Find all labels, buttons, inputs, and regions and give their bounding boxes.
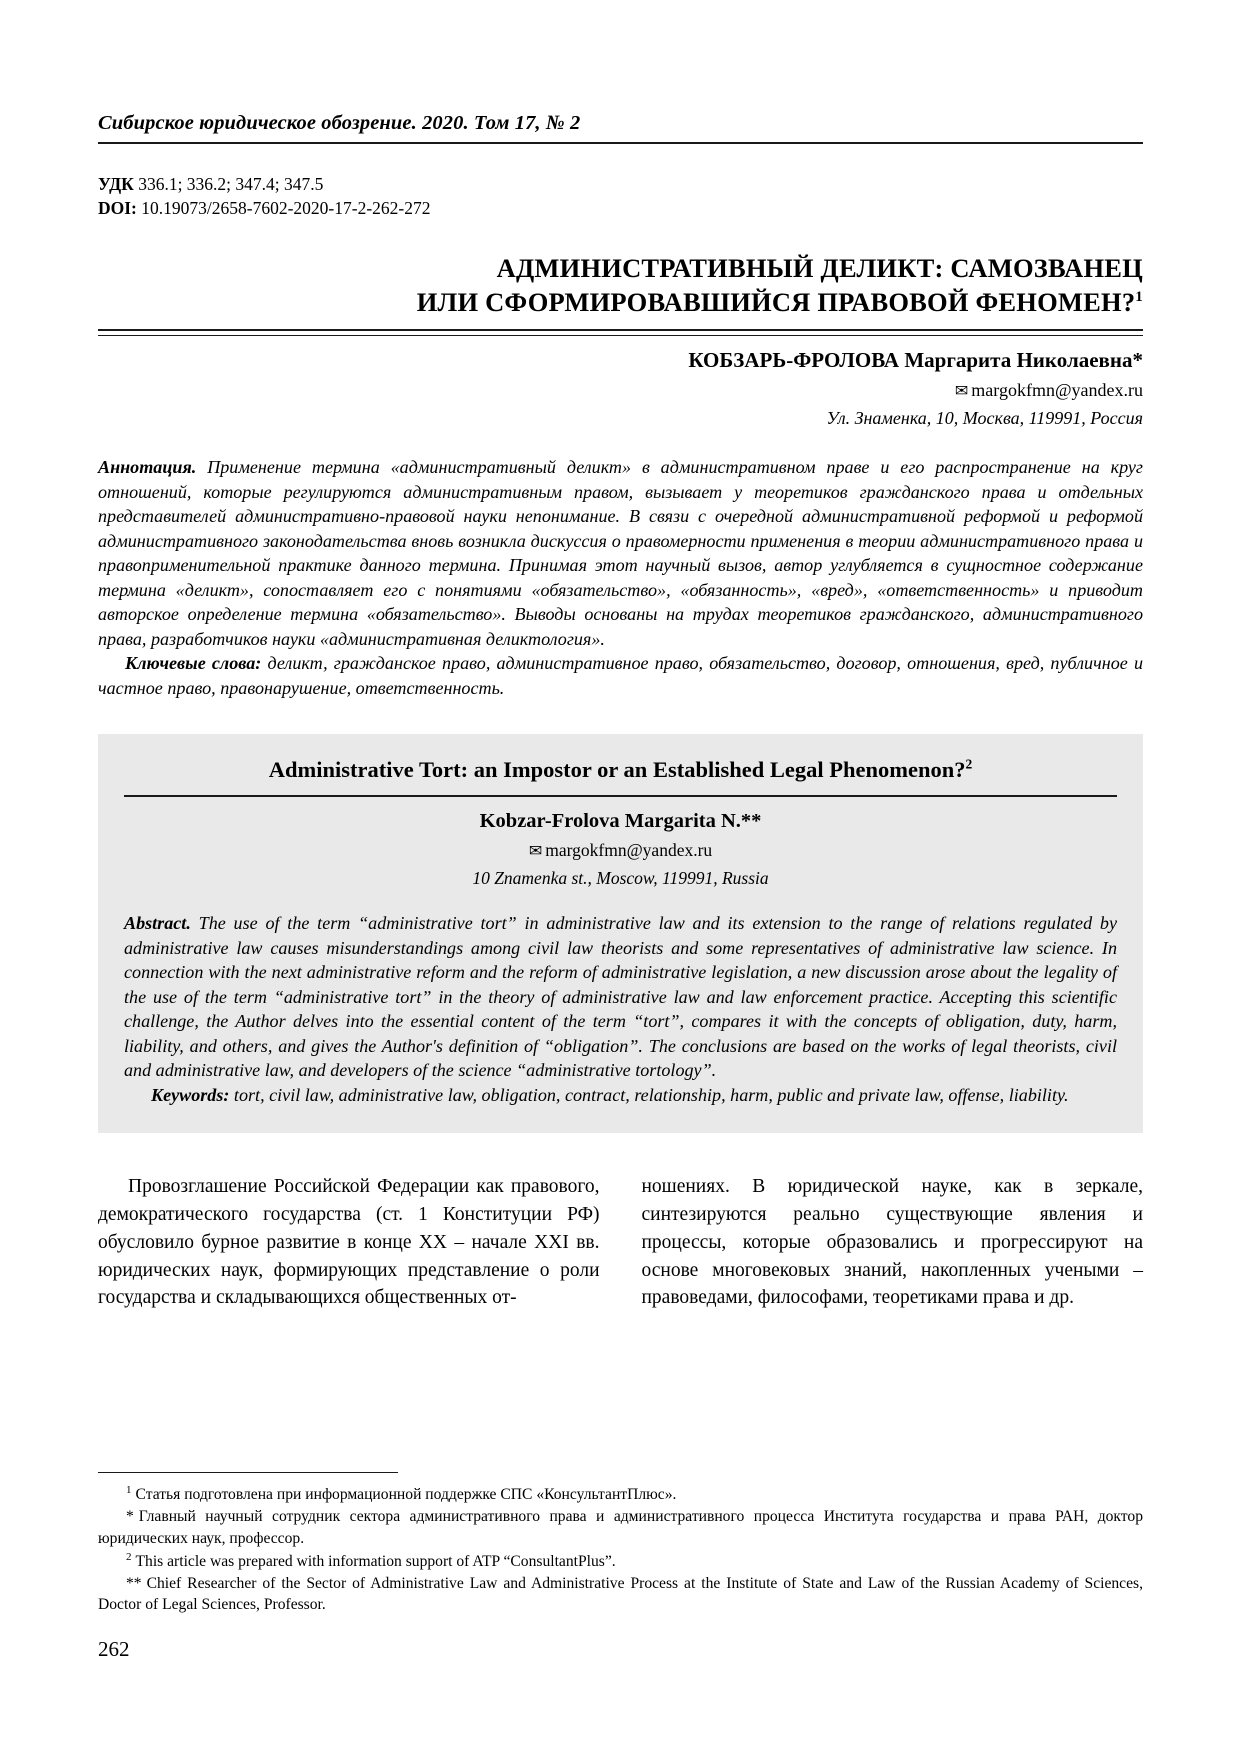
udc-line bbox=[98, 173, 1143, 197]
envelope-icon: ✉ bbox=[954, 383, 969, 401]
envelope-icon: ✉ bbox=[528, 843, 543, 861]
doi-line bbox=[98, 197, 1143, 221]
footnote-item bbox=[98, 1506, 1143, 1548]
english-abstract-box bbox=[98, 734, 1143, 1133]
footnote-separator-rule bbox=[98, 1472, 398, 1473]
title-divider-en bbox=[124, 795, 1117, 797]
footnote-marker: 2 bbox=[126, 1550, 132, 1563]
footnote-marker: 1 bbox=[126, 1484, 132, 1496]
author-name-en: Kobzar-Frolova Margarita N.** bbox=[479, 810, 762, 833]
udc-label: УДК bbox=[98, 174, 134, 194]
keywords-label-ru: Ключевые слова: bbox=[125, 653, 262, 674]
author-name-ru: КОБЗАРЬ-ФРОЛОВА Маргарита Николаевна* bbox=[688, 348, 1143, 373]
keywords-text-en: tort, civil law, administrative law, obligation, contract, relationship, harm, public and private law, offense, liability. bbox=[229, 1084, 1069, 1105]
author-block-ru bbox=[98, 348, 1143, 429]
author-email-ru bbox=[98, 380, 1143, 401]
title-footnote-marker-ru: 1 bbox=[1135, 289, 1143, 306]
keywords-en-paragraph bbox=[124, 1083, 1117, 1108]
author-email-text-ru[interactable]: margokfmn@yandex.ru bbox=[971, 380, 1143, 401]
footnote-marker: * bbox=[126, 1508, 134, 1526]
article-title-ru-line1: АДМИНИСТРАТИВНЫЙ ДЕЛИКТ: САМОЗВАНЕЦ bbox=[496, 253, 1143, 284]
footnote-item bbox=[98, 1573, 1143, 1615]
body-columns bbox=[98, 1173, 1143, 1311]
abstract-label-ru: Аннотация. bbox=[98, 457, 197, 478]
article-title-ru bbox=[98, 252, 1143, 320]
article-title-en-text: Administrative Tort: an Impostor or an Established Legal Phenomenon? bbox=[268, 757, 966, 783]
identifier-block bbox=[98, 173, 1143, 220]
author-address-ru: Ул. Знаменка, 10, Москва, 119991, Россия bbox=[826, 408, 1143, 429]
footnote-text: This article was prepared with information support of ATP “ConsultantPlus”. bbox=[135, 1552, 616, 1570]
footnote-item bbox=[98, 1550, 1143, 1572]
author-email-text-en[interactable]: margokfmn@yandex.ru bbox=[545, 840, 713, 861]
keywords-label-en: Keywords: bbox=[151, 1084, 230, 1105]
article-title-ru-line2-wrap bbox=[98, 286, 1143, 320]
doi-value: 10.19073/2658-7602-2020-17-2-262-272 bbox=[141, 197, 431, 218]
page-number: 262 bbox=[98, 1637, 130, 1661]
footnote-text: Chief Researcher of the Sector of Administrative Law and Administrative Process at the Institute of State and Law of the Russian Academy of Sciences, Doctor of Legal Sciences, Professor. bbox=[98, 1575, 1143, 1614]
page-content bbox=[98, 0, 1143, 1312]
footnote-marker: ** bbox=[126, 1575, 142, 1593]
udc-value: 336.1; 336.2; 347.4; 347.5 bbox=[138, 174, 324, 194]
abstract-en bbox=[124, 911, 1117, 1107]
author-email-en bbox=[124, 840, 1117, 861]
abstract-text-en: The use of the term “administrative tort” in administrative law and its extension to the range of relations regulated by administrative law causes misunderstandings among civil law theorists and some representatives of administrative law science. In connection with the next administrative reform and the reform of administrative legislation, a new discussion arose about the legality of the use of the term “administrative tort” in the theory of administrative law and law enforcement practice. Accepting this scientific challenge, the Author delves into the essential content of the term “tort”, compares it with the concepts of obligation, duty, harm, liability, and others, and gives the Author's definition of “obligation”. The conclusions are based on the works of legal theorists, civil and administrative law, and developers of the science “administrative tortology”. bbox=[124, 913, 1117, 1081]
article-title-en bbox=[124, 756, 1117, 784]
keywords-ru-paragraph bbox=[98, 651, 1143, 700]
author-address-en: 10 Znamenka st., Moscow, 119991, Russia bbox=[472, 868, 769, 889]
running-head: Сибирское юридическое обозрение. 2020. Том 17, № 2 bbox=[98, 112, 1143, 144]
article-title-ru-line2: ИЛИ СФОРМИРОВАВШИЙСЯ ПРАВОВОЙ ФЕНОМЕН? bbox=[416, 287, 1136, 318]
body-paragraph-right: ношениях. В юридической науке, как в зеркале, синтезируются реально существующие явления и процессы, которые образовались и прогрессируют на основе многовековых знаний, накопленных учеными – правоведами, философами, теоретиками права и др. bbox=[641, 1176, 1143, 1309]
keywords-text-ru: деликт, гражданское право, административное право, обязательство, договор, отношения, вред, публичное и частное право, правонарушение, ответственность. bbox=[98, 653, 1143, 698]
abstract-ru bbox=[98, 455, 1143, 700]
body-column-left bbox=[98, 1173, 600, 1311]
abstract-text-ru: Применение термина «административный деликт» в административном праве и его распространение на круг отношений, которые регулируются административным правом, вызывает у теоретиков гражданского права и отдельных представителей административно-правовой науки непонимание. В связи с очередной административной реформой и реформой административного законодательства вновь возникла дискуссия о правомерности применения в теории административного права и правоприменительной практике данного термина. Принимая этот научный вызов, автор углубляется в сущностное содержание термина «деликт», сопоставляет его с понятиями «обязательство», «обязанность», «вред», «ответственность» и приводит авторское определение термина «обязательство». Выводы основаны на трудах теоретиков гражданского, административного права, разработчиков науки «административная деликтология». bbox=[98, 457, 1143, 649]
body-column-right bbox=[642, 1173, 1144, 1311]
abstract-en-paragraph bbox=[124, 911, 1117, 1083]
footnote-text: Статья подготовлена при информационной поддержке СПС «КонсультантПлюс». bbox=[135, 1486, 677, 1504]
footnote-block bbox=[98, 1472, 1143, 1617]
doi-label: DOI: bbox=[98, 197, 137, 218]
footnote-item bbox=[98, 1483, 1143, 1505]
abstract-label-en: Abstract. bbox=[124, 913, 191, 934]
abstract-ru-paragraph bbox=[98, 455, 1143, 651]
footnote-text: Главный научный сотрудник сектора административного права и административного процесса Института государства и права РАН, доктор юридических наук, профессор. bbox=[98, 1508, 1143, 1547]
title-divider-ru bbox=[98, 329, 1143, 336]
body-paragraph-left: Провозглашение Российской Федерации как правового, демократического государства (ст. 1 Конституции РФ) обусловило бурное развитие в конце XX – начале XXI вв. юридических наук, формирующих представление о роли государства и складывающихся общественных от- bbox=[98, 1176, 600, 1309]
title-footnote-marker-en: 2 bbox=[965, 756, 973, 772]
author-block-en bbox=[124, 810, 1117, 889]
